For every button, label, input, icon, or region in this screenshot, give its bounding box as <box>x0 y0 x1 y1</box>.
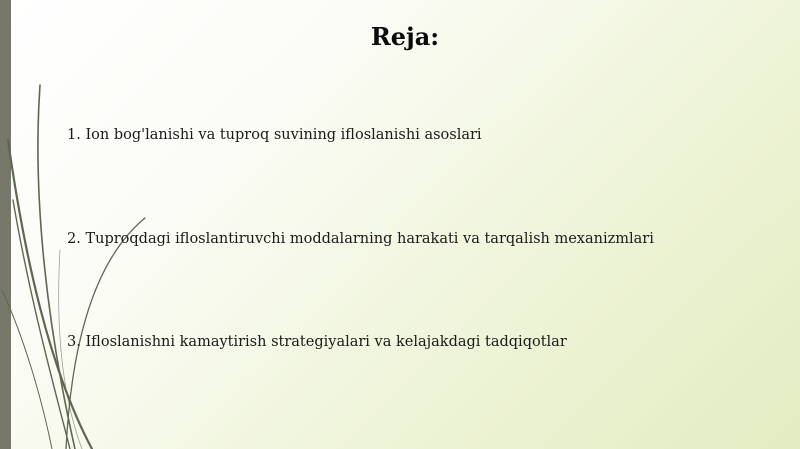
slide-title: Reja: <box>370 22 440 51</box>
stem-thin <box>2 290 52 449</box>
plant-stems-decoration <box>0 0 160 449</box>
plan-item-1: 1. Ion bog'lanishi va tuproq suvining ifloslanishi asoslari <box>67 127 482 143</box>
stem-main <box>8 140 92 449</box>
plan-item-2: 2. Tuproqdagi ifloslantiruvchi moddalarning harakati va tarqalish mexanizmlari <box>67 231 654 247</box>
plan-item-3: 3. Ifloslanishni kamaytirish strategiyalari va kelajakdagi tadqiqotlar <box>67 334 567 350</box>
